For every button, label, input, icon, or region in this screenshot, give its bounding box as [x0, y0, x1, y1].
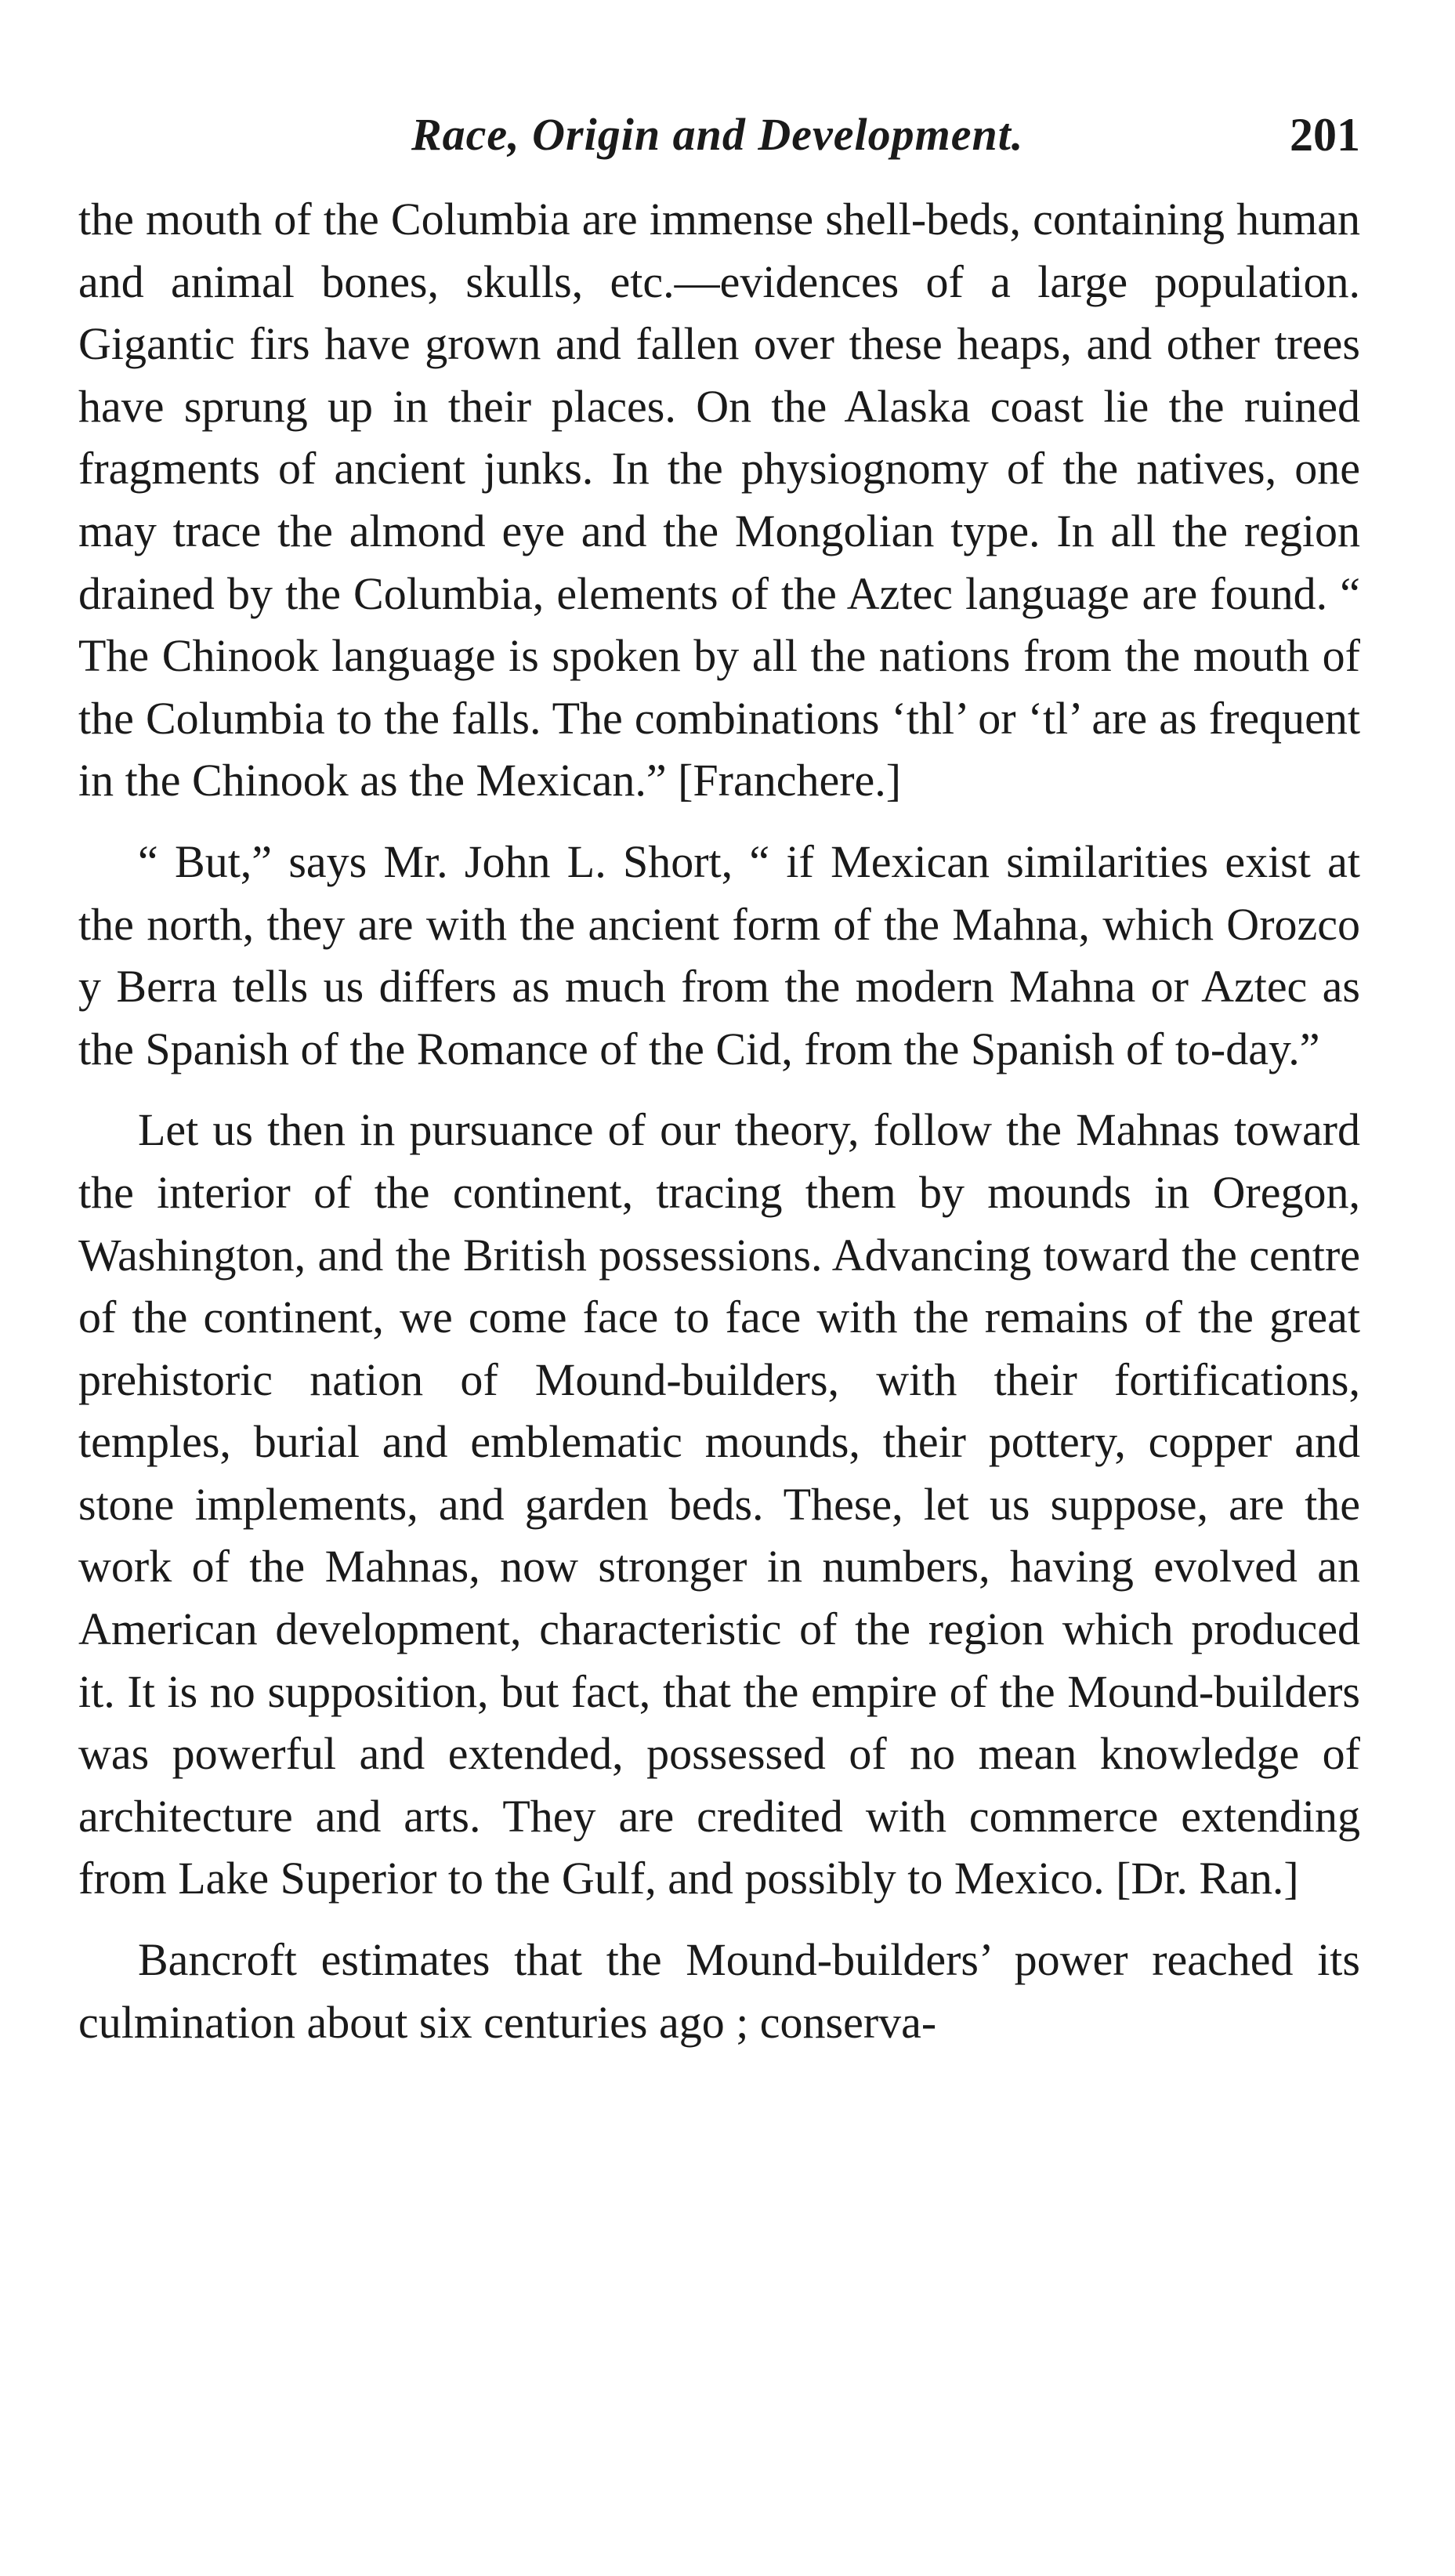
page-number: 201: [1290, 109, 1360, 161]
paragraph-3: Let us then in pursuance of our theory, follow the Mahnas toward the interior of the continent, tracing them by mounds in Oregon, Washington, and the British possessions. Advancing toward the centre of the continent, we come face to face with the remains of the great prehistoric nation of Mound-builders, with their fortifications, temples, burial and emblematic mounds, their pottery, copper and stone implements, and garden beds. These, let us suppose, are the work of the Mahnas, now stronger in numbers, having evolved an American development, characteristic of the region which produced it. It is no supposition, but fact, that the empire of the Mound-builders was powerful and extended, possessed of no mean knowledge of architecture and arts. They are credited with commerce extending from Lake Superior to the Gulf, and possibly to Mexico. [Dr. Ran.]: [78, 1104, 1360, 1904]
body-text: [78, 188, 1360, 2072]
paragraph-2: “ But,” says Mr. John L. Short, “ if Mexican similarities exist at the north, they are with the ancient form of the Mahna, which Orozco y Berra tells us differs as much from the modern Mahna or Aztec as the Spanish of the Romance of the Cid, from the Spanish of to-day.”: [78, 835, 1360, 1074]
running-title: Race, Origin and Development.: [411, 109, 1024, 160]
paragraph-1: the mouth of the Columbia are immense shell-beds, containing human and animal bones, skulls, etc.—evidences of a large population. Gigantic firs have grown and fallen over these heaps, and other trees have sprung up in their places. On the Alaska coast lie the ruined fragments of ancient junks. In the physiognomy of the natives, one may trace the almond eye and the Mongolian type. In all the region drained by the Columbia, elements of the Aztec language are found. “ The Chinook language is spoken by all the nations from the mouth of the Columbia to the falls. The combinations ‘thl’ or ‘tl’ are as frequent in the Chinook as the Mexican.” [Franchere.]: [78, 194, 1360, 806]
paragraph-4: Bancroft estimates that the Mound-builders’ power reached its culmination about six centuries ago ; conserva-: [78, 1934, 1360, 2048]
running-head: [78, 108, 1360, 171]
